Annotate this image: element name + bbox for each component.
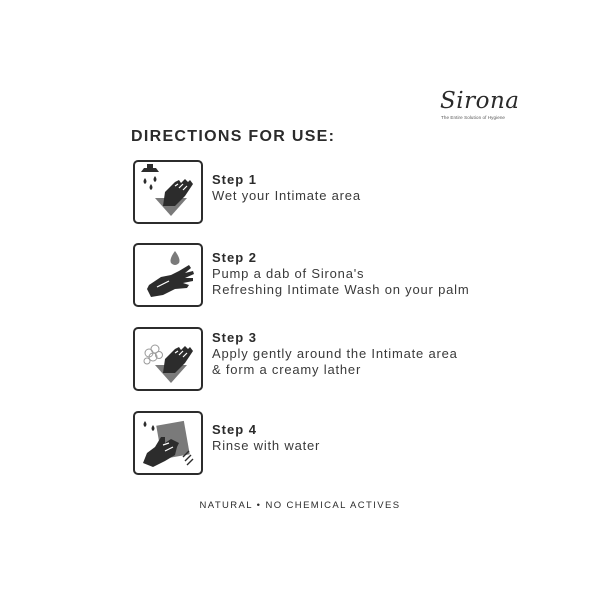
- footer-natural: NATURAL: [199, 500, 253, 511]
- step-2: [212, 249, 469, 298]
- step-2-description-line-2: Refreshing Intimate Wash on your palm: [212, 282, 470, 297]
- step-2-description-line-1: Pump a dab of Sirona's: [212, 266, 365, 281]
- step-1-title: Step 1: [212, 172, 258, 187]
- rinse-hand-icon: [133, 411, 203, 475]
- footer-no-chemical-actives: NO CHEMICAL ACTIVES: [265, 500, 401, 511]
- footer-tagline: [0, 500, 600, 511]
- shower-hand-icon: [133, 160, 203, 224]
- brand-logo: [436, 88, 520, 124]
- step-3-description-line-2: & form a creamy lather: [212, 362, 362, 377]
- brand-tagline: The Entire Solution of Hygiene: [441, 115, 506, 120]
- step-4-description: Rinse with water: [212, 438, 321, 453]
- step-4: [212, 421, 320, 454]
- lather-hand-icon: [133, 327, 203, 391]
- step-3-title: Step 3: [212, 330, 258, 345]
- footer-bullet: •: [256, 500, 262, 511]
- step-2-title: Step 2: [212, 250, 258, 265]
- drop-palm-icon: [133, 243, 203, 307]
- step-1-description: Wet your Intimate area: [212, 188, 361, 203]
- step-4-title: Step 4: [212, 422, 258, 437]
- page-title: DIRECTIONS FOR USE:: [131, 128, 336, 145]
- step-3-description-line-1: Apply gently around the Intimate area: [212, 346, 458, 361]
- brand-name: Sirona: [440, 88, 520, 114]
- step-3: [212, 329, 458, 378]
- step-1: [212, 171, 361, 204]
